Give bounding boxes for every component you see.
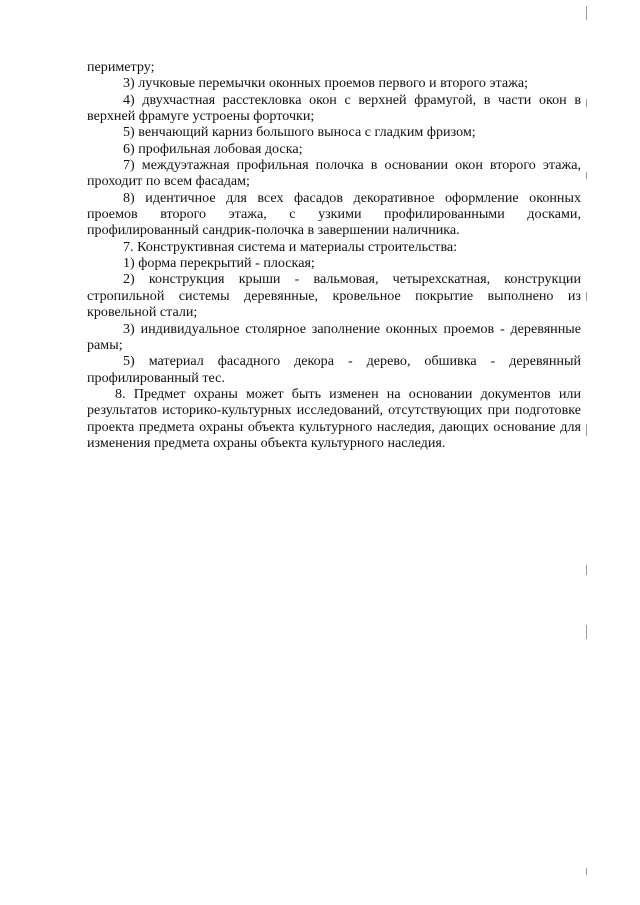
document-body <box>87 59 581 451</box>
paragraph-item-3-window-frames: 3) индивидуальное столярное заполнение оконных проемов - деревянные рамы; <box>87 320 581 353</box>
paragraph-item-7-shelf: 7) междуэтажная профильная полочка в основании окон второго этажа, проходит по всем фасадам; <box>87 157 581 190</box>
scan-edge-mark-7 <box>586 625 587 639</box>
paragraph-item-6-fascia-board: 6) профильная лобовая доска; <box>123 140 303 157</box>
paragraph-item-1-floors: 1) форма перекрытий - плоская; <box>123 255 315 272</box>
section-heading-structural-system: 7. Конструктивная система и материалы строительства: <box>123 238 458 255</box>
scan-edge-mark-6 <box>586 565 587 575</box>
paragraph-item-5-cornice: 5) венчающий карниз большого выноса с гладким фризом; <box>123 124 476 141</box>
scan-edge-mark-3 <box>586 172 587 179</box>
scan-edge-mark-4 <box>586 292 587 301</box>
paragraph-item-8-window-decor: 8) идентичное для всех фасадов декоративное оформление оконных проемов второго этажа, с узкими профилированными досками, профилированный сандрик-полочка в завершении наличника. <box>87 189 581 239</box>
paragraph-item-4-glazing: 4) двухчастная расстекловка окон с верхней фрамугой, в части окон в верхней фрамуге устроены форточки; <box>87 91 581 125</box>
scan-edge-mark-8 <box>586 868 587 875</box>
paragraph-item-5-facade-material: 5) материал фасадного декора - дерево, обшивка - деревянный профилированный тес. <box>87 353 581 386</box>
paragraph-item-2-roof: 2) конструкция крыши - вальмовая, четырехскатная, конструкции стропильной системы деревянные, кровельное покрытие выполнено из кровельной стали; <box>87 271 581 321</box>
paragraph-item-3-lintels: 3) лучковые перемычки оконных проемов первого и второго этажа; <box>123 75 529 92</box>
scan-edge-mark-2 <box>586 99 587 107</box>
scan-edge-mark-1 <box>586 6 587 20</box>
paragraph-perimeter-continuation: периметру; <box>87 59 155 75</box>
scan-edge-mark-5 <box>586 424 587 436</box>
paragraph-section-8-protection-subject: 8. Предмет охраны может быть изменен на основании документов или результатов историко-культурных исследований, отсутствующих при подготовке проекта предмета охраны объекта культурного наследия, дающих основание для изменения предмета охраны объекта культурного наследия. <box>87 385 581 451</box>
